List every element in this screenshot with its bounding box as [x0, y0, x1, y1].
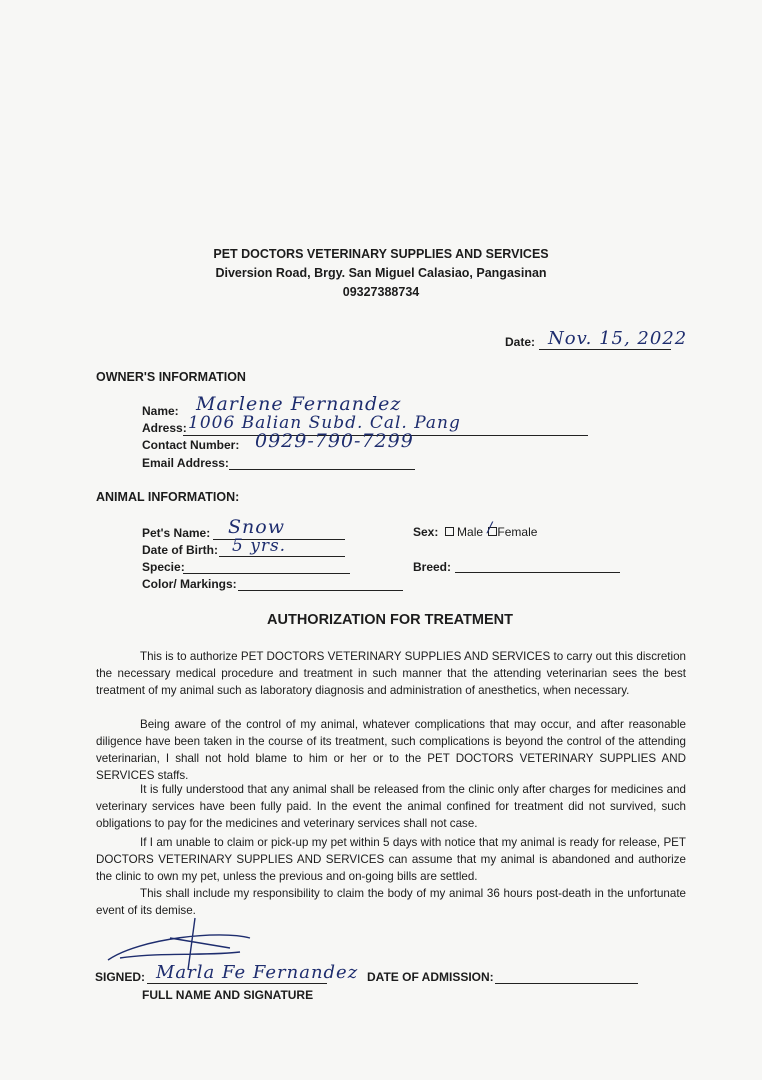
paragraph-text: This is to authorize PET DOCTORS VETERINARY SUPPLIES AND SERVICES to carry out this discretion the necessary medical procedure and treatment in such manner that the attending veterinarian sees the best treatment of my animal such as laboratory diagnosis and administration of anesthetics, when necessary.: [96, 650, 686, 697]
male-option-label: Male: [457, 525, 484, 539]
business-address: Diversion Road, Brgy. San Miguel Calasiao, Pangasinan: [215, 266, 547, 280]
signature-caption: FULL NAME AND SIGNATURE: [142, 988, 314, 1002]
authorization-paragraph: [96, 834, 686, 885]
color-markings-label: Color/ Markings:: [142, 577, 237, 591]
signature-underline: [147, 983, 327, 984]
signature-field[interactable]: Marla Fe Fernandez: [156, 962, 359, 983]
pet-name-label: Pet's Name:: [142, 526, 211, 540]
animal-section-title: ANIMAL INFORMATION:: [96, 490, 240, 504]
paragraph-text: This shall include my responsibility to claim the body of my animal 36 hours post-death in the unfortunate event of its demise.: [96, 887, 686, 917]
paragraph-text: It is fully understood that any animal shall be released from the clinic only after charges for medicines and veterinary services have been fully paid. In the event the animal confined for treatment did not survived, such obligations to pay for the medicines and veterinary services shall not case.: [96, 783, 686, 830]
signed-label: SIGNED:: [95, 970, 146, 984]
date-of-birth-field[interactable]: 5 yrs.: [232, 536, 287, 556]
color-markings-field[interactable]: [238, 590, 403, 591]
owner-address-label: Adress:: [142, 421, 187, 435]
female-checkbox[interactable]: [487, 520, 497, 536]
date-of-admission-field[interactable]: [495, 983, 638, 984]
breed-field[interactable]: [455, 572, 620, 573]
date-value[interactable]: Nov. 15, 2022: [548, 328, 688, 349]
owner-address-field[interactable]: 1006 Balian Subd. Cal. Pang: [188, 413, 461, 433]
business-phone: 09327388734: [342, 285, 420, 299]
date-label: Date:: [505, 335, 536, 349]
paragraph-text: Being aware of the control of my animal, whatever complications that may occur, and after reasonable diligence have been taken in the course of its treatment, such complications is beyond the control of the attending veterinarian, I shall not hold blame to him or her or to the PET DOCTORS VETERINARY SUPPLIES AND SERVICES staffs.: [96, 718, 686, 782]
contact-number-label: Contact Number:: [142, 438, 240, 452]
date-of-birth-label: Date of Birth:: [142, 543, 218, 557]
email-address-label: Email Address:: [142, 456, 229, 470]
authorization-paragraph: [96, 781, 686, 832]
owner-name-label: Name:: [142, 404, 179, 418]
check-mark-icon: /: [487, 520, 493, 536]
owner-section-title: OWNER'S INFORMATION: [96, 370, 246, 384]
authorization-paragraph: [96, 716, 686, 784]
female-option-label: Female: [497, 525, 538, 539]
sex-field: [413, 520, 538, 539]
date-of-birth-underline: [219, 556, 345, 557]
male-checkbox[interactable]: [445, 527, 454, 536]
specie-label: Specie:: [142, 560, 185, 574]
paragraph-text: If I am unable to claim or pick-up my pet within 5 days with notice that my animal is ready for release, PET DOCTORS VETERINARY SUPPLIES AND SERVICES can assume that my animal is abandoned and authorize the clinic to own my pet, unless the previous and on-going bills are settled.: [96, 836, 686, 883]
pet-name-field[interactable]: Snow: [228, 516, 285, 538]
specie-field[interactable]: [183, 573, 350, 574]
contact-number-field[interactable]: 0929-790-7299: [255, 430, 414, 452]
email-address-field[interactable]: [229, 469, 415, 470]
authorization-paragraph: [96, 648, 686, 699]
date-underline: [539, 349, 671, 350]
authorization-title: AUTHORIZATION FOR TREATMENT: [267, 612, 513, 628]
breed-label: Breed:: [413, 560, 452, 574]
business-name: PET DOCTORS VETERINARY SUPPLIES AND SERVICES: [213, 247, 549, 261]
date-of-admission-label: DATE OF ADMISSION:: [367, 970, 494, 984]
owner-name-field[interactable]: Marlene Fernandez: [196, 393, 402, 415]
sex-label: Sex:: [413, 525, 439, 539]
